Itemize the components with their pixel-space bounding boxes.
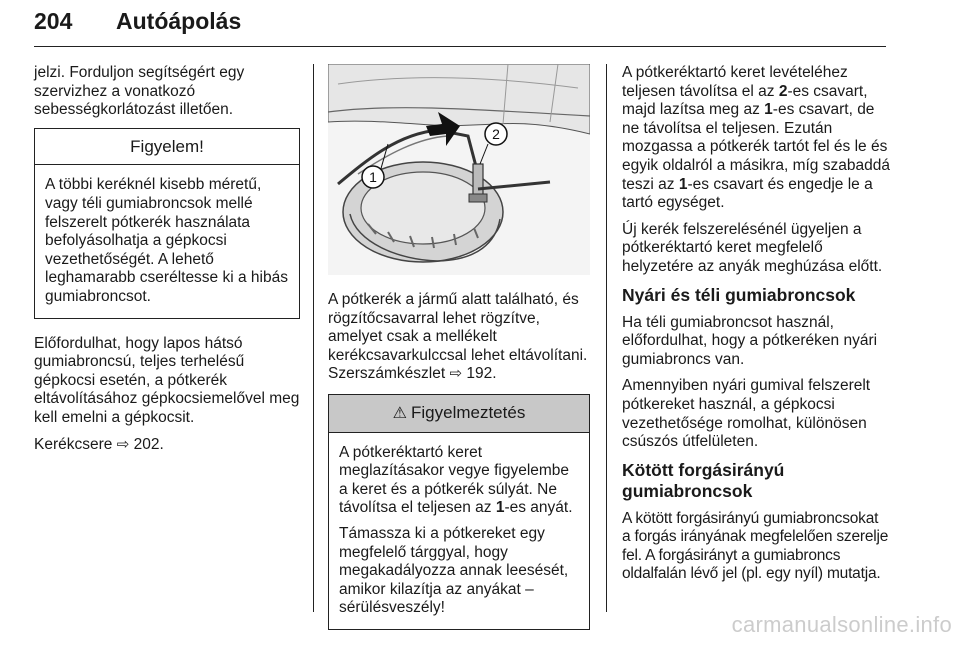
removal-paragraph (622, 64, 890, 213)
column-divider-1 (313, 64, 314, 612)
intro-paragraph: jelzi. Forduljon segítségért egy szervizhez a vonatkozó sebességkorlátozást illetően. (34, 64, 245, 119)
new-wheel-paragraph: Új kerék felszerelésénél ügyeljen a pótkeréktartó keret megfelelő helyzetére az anyák meghúzása előtt. (622, 220, 883, 275)
warning-box (328, 394, 590, 630)
spare-wheel-illustration (328, 64, 590, 275)
warning-bold-number: 1 (495, 499, 505, 517)
reference-arrow-icon: ⇨ (449, 365, 463, 383)
warning-paragraph-1 (339, 444, 579, 518)
spare-wheel-figure (328, 64, 590, 275)
bold-number: 2 (778, 82, 788, 100)
column-right (622, 64, 890, 592)
cross-reference (34, 436, 300, 455)
section-heading-directional: Kötött forgásirányú gumiabroncsok (622, 459, 785, 501)
warning-triangle-icon: ⚠ (392, 404, 407, 422)
page-number: 204 (34, 8, 73, 34)
warning-paragraph-2: Támassza ki a pótkereket egy megfelelő tárggyal, hogy megakadályozza annak leesését, amikor kilazítja az anyákat – sérülésveszély! (339, 524, 569, 617)
text: -es csavart, majd lazítsa meg az (622, 82, 868, 119)
text: -es csavart és engedje le a tartó egységet. (622, 175, 873, 212)
paragraph-jack: Előfordulhat, hogy lapos hátsó gumiabroncsú, teljes terhelésű gépkocsi esetén, a pótkerék eltávolításához gépkocsiemelővel meg kell emelni a gépkocsit. (34, 334, 300, 426)
reference-page: 192. (466, 365, 497, 383)
warning-text: -es anyát. (504, 499, 573, 517)
directional-tyre-paragraph: A kötött forgásirányú gumiabroncsokat a forgás irányának megfelelően szerelje fel. A forgásirányt a gumiabroncs oldalfalán lévő jel (pl. egy nyíl) mutatja. (622, 509, 889, 583)
figure-label-2: 2 (492, 126, 500, 142)
location-text: A pótkerék a jármű alatt található, és rögzítőcsavarral lehet rögzítve, amelyet csak a mellékelt kerékcsavarkulccsal lehet eltávolítani. Szerszámkészlet (328, 291, 588, 383)
warning-text: A pótkeréktartó keret meglazításakor vegye figyelembe a keret és a pótkerék súlyát. Ne távolítsa el teljesen az (339, 443, 570, 517)
warning-header (329, 395, 589, 433)
column-middle (328, 64, 590, 646)
text: A pótkeréktartó keret levételéhez teljesen távolítsa el az (622, 64, 848, 100)
watermark: carmanualsonline.info (731, 612, 952, 637)
winter-tyre-paragraph: Ha téli gumiabroncsot használ, előfordulhat, hogy a pótkeréken nyári gumiabroncs van. (622, 313, 878, 368)
bold-number: 1 (678, 175, 688, 193)
figure-label-1: 1 (369, 169, 377, 185)
notice-body: A többi keréknél kisebb méretű, vagy téli gumiabroncsok mellé felszerelt pótkerék használata befolyásolhatja a gépkocsi vezethetőségét. A lehető leghamarabb cseréltesse ki a hibás gumiabroncsot. (45, 176, 288, 305)
notice-box (34, 128, 300, 319)
column-divider-2 (606, 64, 607, 612)
column-left (34, 64, 300, 462)
notice-title: Figyelem! (35, 129, 299, 166)
page-header (34, 8, 886, 47)
reference-page: 202. (133, 435, 164, 453)
bold-number: 1 (764, 101, 773, 119)
warning-title: Figyelmeztetés (411, 402, 526, 422)
reference-text: Kerékcsere (34, 435, 113, 453)
text: -es csavart, de ne távolítsa el teljesen. Ezután mozgassa a pótkerék tartót fel és le és egyik oldalról a másikra, míg szabaddá teszi az (622, 101, 890, 193)
spare-wheel-location-paragraph (328, 291, 590, 384)
page-title: Autóápolás (116, 8, 242, 34)
reference-arrow-icon: ⇨ (116, 435, 130, 453)
section-heading-summer-winter: Nyári és téli gumiabroncsok (622, 284, 856, 305)
summer-tyre-paragraph: Amennyiben nyári gumival felszerelt pótkereket használ, a gépkocsi vezethetősége romolhat, különösen csúszós útfelületen. (622, 377, 871, 451)
